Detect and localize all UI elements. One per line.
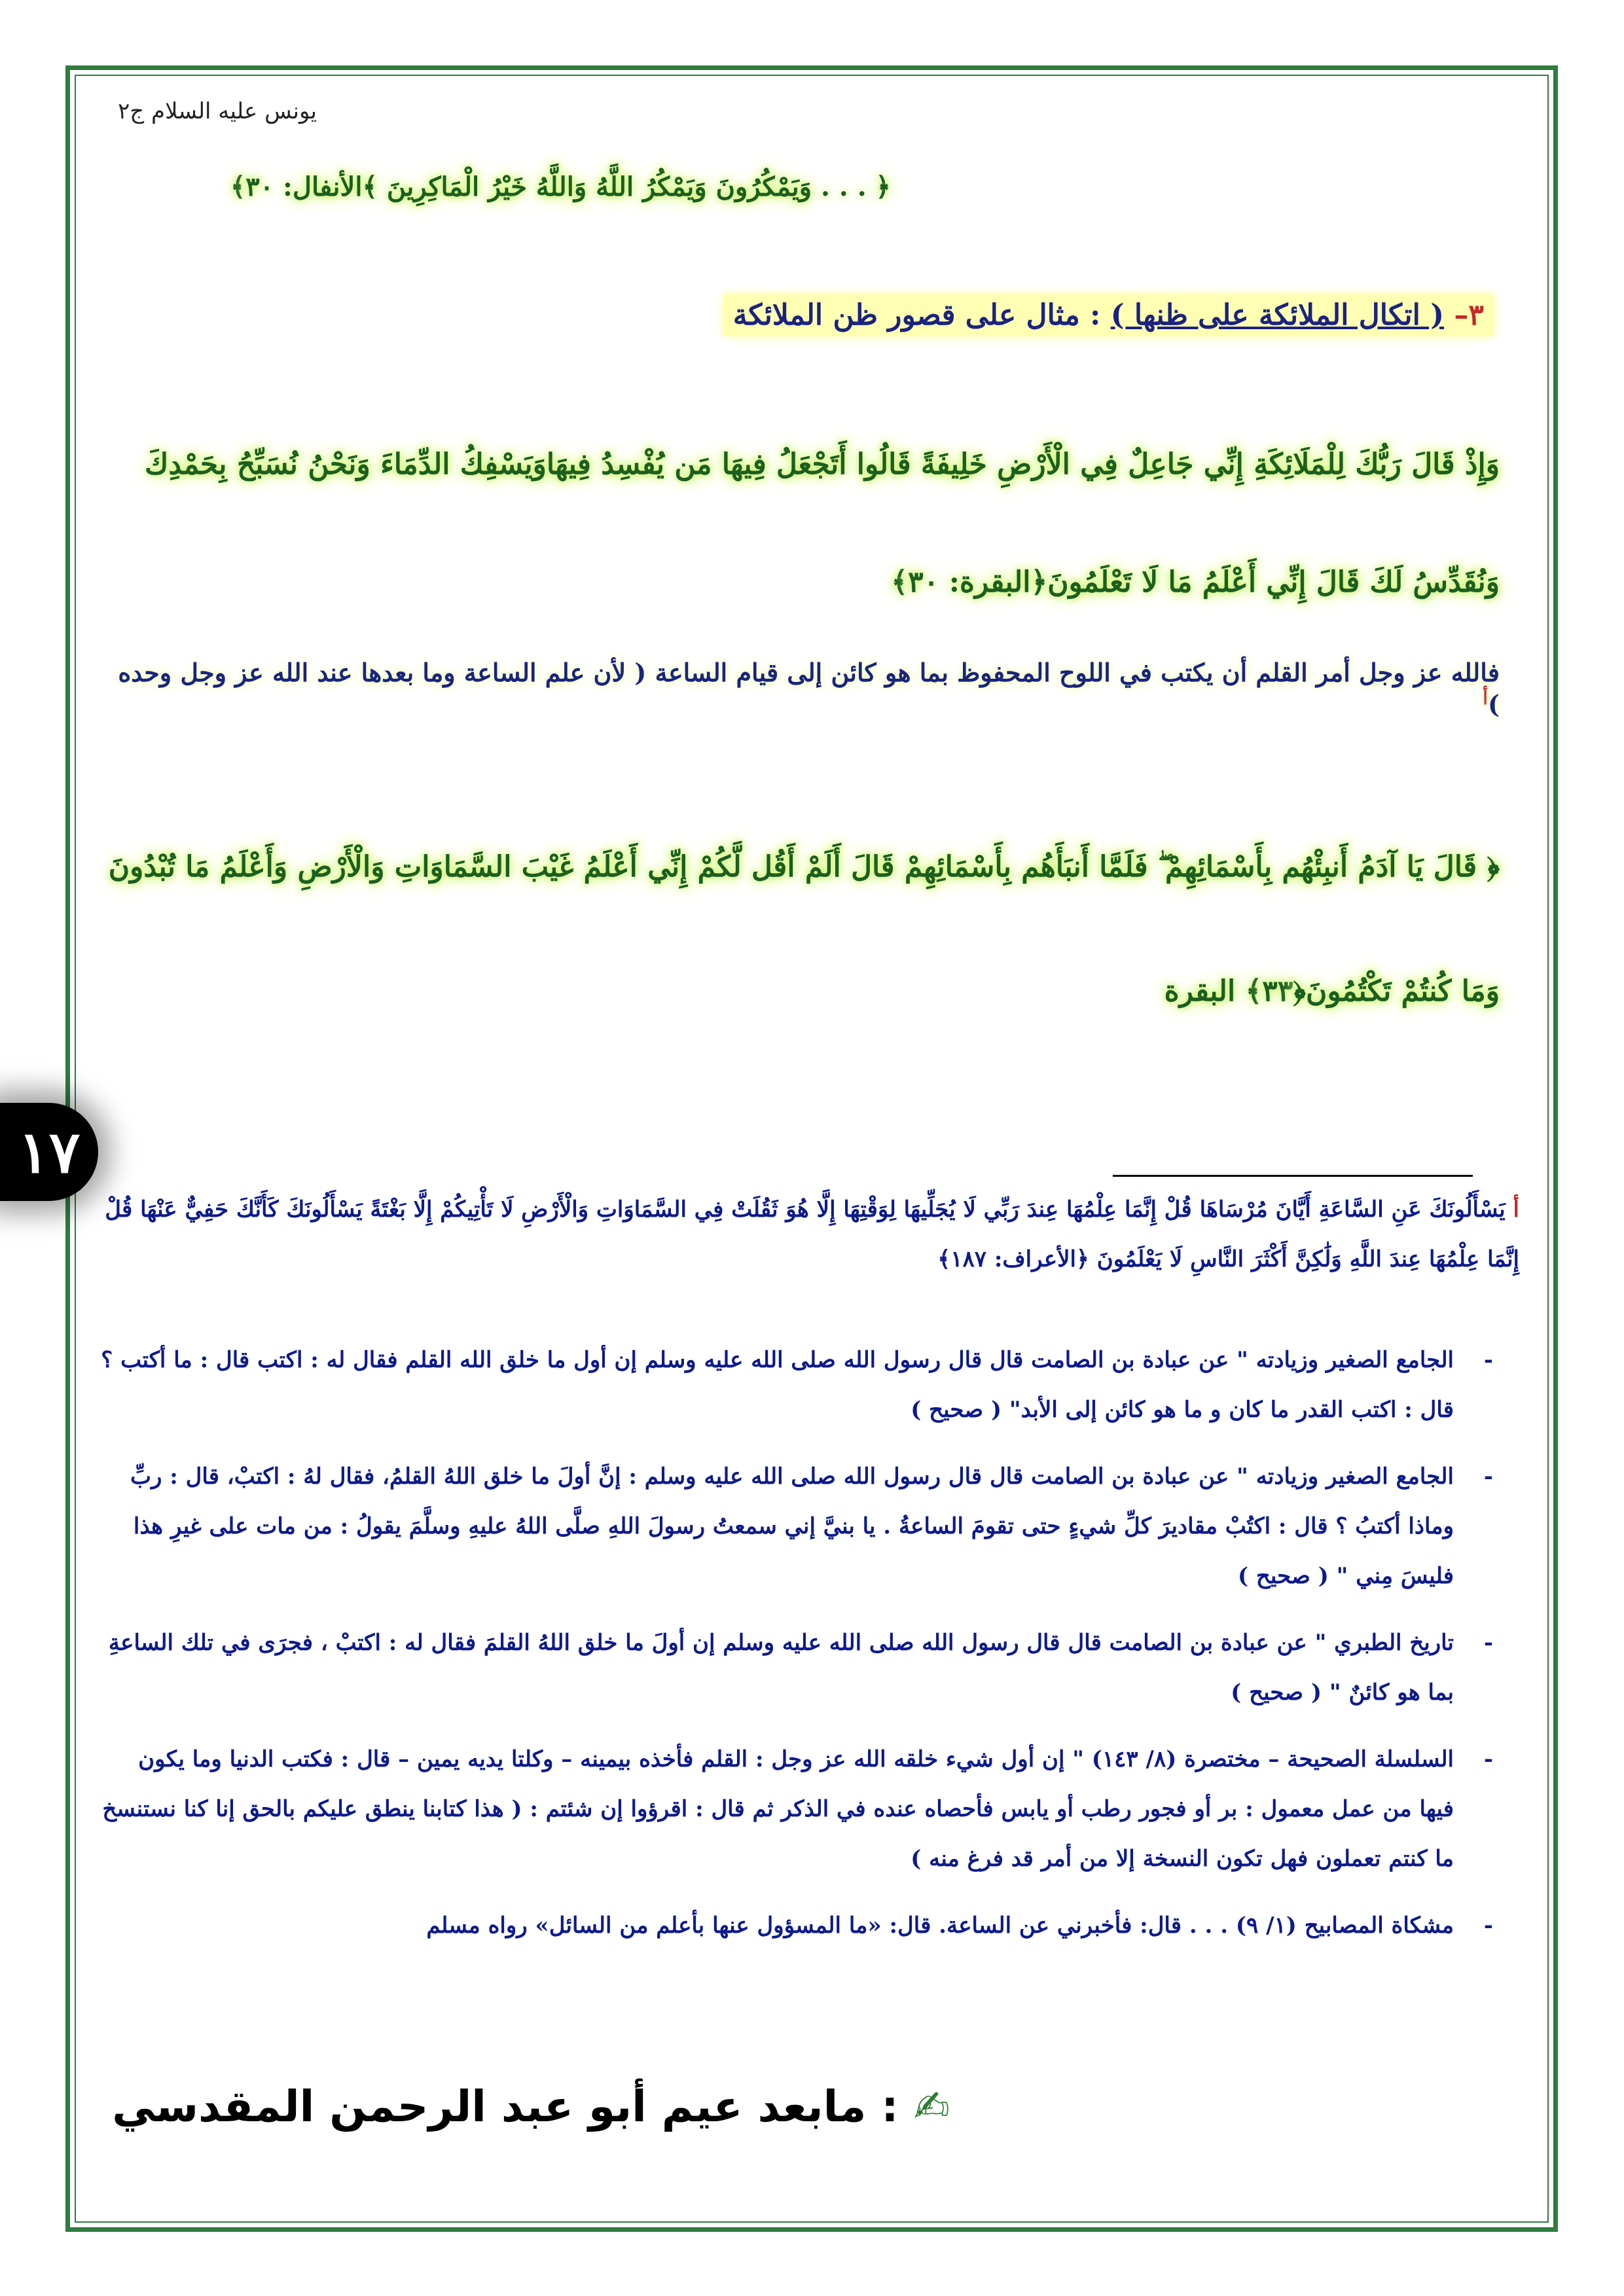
- footnote-text: السلسلة الصحيحة – مختصرة (٨/ ١٤٣) " إن أول شيء خلقه الله عز وجل : القلم فأخذه بيمينه – وكلتا يديه يمين – قال : فكتب الدنيا وما يكون فيها من عمل معمول : بر أو فجور رطب أو يابس فأحصاه عنده في الذكر ثم قال : اقرؤوا إن شئتم : ( هذا كتابنا ينطق عليكم بالحق إنا كنا نستنسخ ما كنتم تعملون فهل تكون النسخة إلا من أمر قد فرغ منه ): [102, 1746, 1454, 1872]
- running-header: يونس عليه السلام ج٢: [118, 98, 317, 124]
- footnote-item: [98, 1901, 1519, 1950]
- footnote-item: [98, 1335, 1519, 1435]
- pen-icon: ✍: [913, 2081, 950, 2132]
- footnote-verse-text: يَسْأَلُونَكَ عَنِ السَّاعَةِ أَيَّانَ مُرْسَاهَا قُلْ إِنَّمَا عِلْمُهَا عِندَ رَبِّي لَا يُجَلِّيهَا لِوَقْتِهَا إِلَّا هُوَ ثَقُلَتْ فِي السَّمَاوَاتِ وَالْأَرْضِ لَا تَأْتِيكُمْ إِلَّا بَغْتَةً يَسْأَلُونَكَ كَأَنَّكَ حَفِيٌّ عَنْهَا قُلْ إِنَّمَا عِلْمُهَا عِندَ اللَّهِ وَلَٰكِنَّ أَكْثَرَ النَّاسِ لَا يَعْلَمُونَ ﴿الأعراف: ١٨٧﴾: [105, 1196, 1519, 1272]
- footnote-separator: [1113, 1175, 1473, 1177]
- main-paragraph: [98, 658, 1500, 719]
- footnote-item: [98, 1734, 1519, 1884]
- bullet-dash: -: [1483, 1912, 1493, 1939]
- footnote-item: [98, 1618, 1519, 1717]
- verse-baqara-33: ﴿ قَالَ يَا آدَمُ أَنبِئْهُم بِأَسْمَائِهِمْ ۖ فَلَمَّا أَنبَأَهُم بِأَسْمَائِهِمْ قَالَ أَلَمْ أَقُل لَّكُمْ إِنِّي أَعْلَمُ غَيْبَ السَّمَاوَاتِ وَالْأَرْضِ وَأَعْلَمُ مَا تُبْدُونَ وَمَا كُنتُمْ تَكْتُمُونَ﴿٣٣﴾ البقرة: [108, 850, 1500, 1008]
- verse-anfal: ﴿ . . . وَيَمْكُرُونَ وَيَمْكُرُ اللَّهُ وَاللَّهُ خَيْرُ الْمَاكِرِينَ ﴾الأنفال: ٣٠﴾: [230, 171, 891, 202]
- main-text-after: ( لأن علم الساعة وما بعدها عند الله عز وجل وحده ): [118, 658, 1500, 719]
- bullet-dash: -: [1483, 1746, 1493, 1772]
- main-text-key: إلى قيام الساعة: [655, 658, 823, 687]
- footnote-verse-mark: أ: [1513, 1196, 1519, 1223]
- signature-text: : مابعد عيم أبو عبد الرحمن المقدسي: [112, 2081, 914, 2132]
- footnote-text: تاريخ الطبري " عن عبادة بن الصامت قال قال رسول الله صلى الله عليه وسلم إن أولَ ما خلق اللهُ القلمَ فقال له : اكتبْ ، فجرَى في تلك الساعةِ بما هو كائنٌ " ( صحيح ): [108, 1630, 1454, 1706]
- bullet-dash: -: [1483, 1630, 1493, 1656]
- bullet-dash: -: [1483, 1463, 1493, 1490]
- footnote-verse: [98, 1185, 1519, 1284]
- verse-baqara-30: وَإِذْ قَالَ رَبُّكَ لِلْمَلَائِكَةِ إِنِّي جَاعِلٌ فِي الْأَرْضِ خَلِيفَةً قَالُوا أَتَجْعَلُ فِيهَا مَن يُفْسِدُ فِيهَاوَيَسْفِكُ الدِّمَاءَ وَنَحْنُ نُسَبِّحُ بِحَمْدِكَ وَنُقَدِّسُ لَكَ قَالَ إِنِّي أَعْلَمُ مَا لَا تَعْلَمُونَ﴿البقرة: ٣٠﴾: [145, 448, 1500, 599]
- footnote-text: الجامع الصغير وزيادته " عن عبادة بن الصامت قال قال رسول الله صلى الله عليه وسلم إن أول ما خلق الله القلم فقال له : اكتب قال : ما أكتب ؟ قال : اكتب القدر ما كان و ما هو كائن إلى الأبد" ( صحيح ): [101, 1347, 1454, 1423]
- section-subtitle: : مثال على قصور ظن الملائكة: [732, 298, 1101, 332]
- footnote-text: مشكاة المصابيح (١/ ٩) . . . قال: فأخبرني عن الساعة. قال: «ما المسؤول عنها بأعلم من السائل» رواه مسلم: [426, 1912, 1454, 1939]
- footnote-item: [98, 1452, 1519, 1601]
- author-signature: [112, 2081, 950, 2132]
- section-number: ٣–: [1454, 298, 1484, 332]
- section-heading: [724, 295, 1493, 336]
- section-title: ( اتكال الملائكة على ظنها ): [1110, 298, 1445, 332]
- bullet-dash: -: [1483, 1347, 1493, 1373]
- footnote-mark: أ: [1483, 687, 1489, 709]
- footnote-text: الجامع الصغير وزيادته " عن عبادة بن الصامت قال قال رسول الله صلى الله عليه وسلم : إنَّ أولَ ما خلق اللهُ القلمُ، فقال لهُ : اكتبْ، قال : ربِّ وماذا أكتبُ ؟ قال : اكتُبْ مقاديرَ كلِّ شيءٍ حتى تقومَ الساعةُ . يا بنيَّ إني سمعتُ رسولَ اللهِ صلَّى اللهُ عليهِ وسلَّمَ يقولُ : من مات على غيرِ هذا فليسَ مِني " ( صحيح ): [130, 1463, 1454, 1589]
- page-number: ١٧: [0, 1103, 98, 1201]
- main-text-before: فالله عز وجل أمر القلم أن يكتب في اللوح المحفوظ بما هو كائن: [822, 658, 1500, 687]
- footnote-list: [98, 1335, 1519, 1967]
